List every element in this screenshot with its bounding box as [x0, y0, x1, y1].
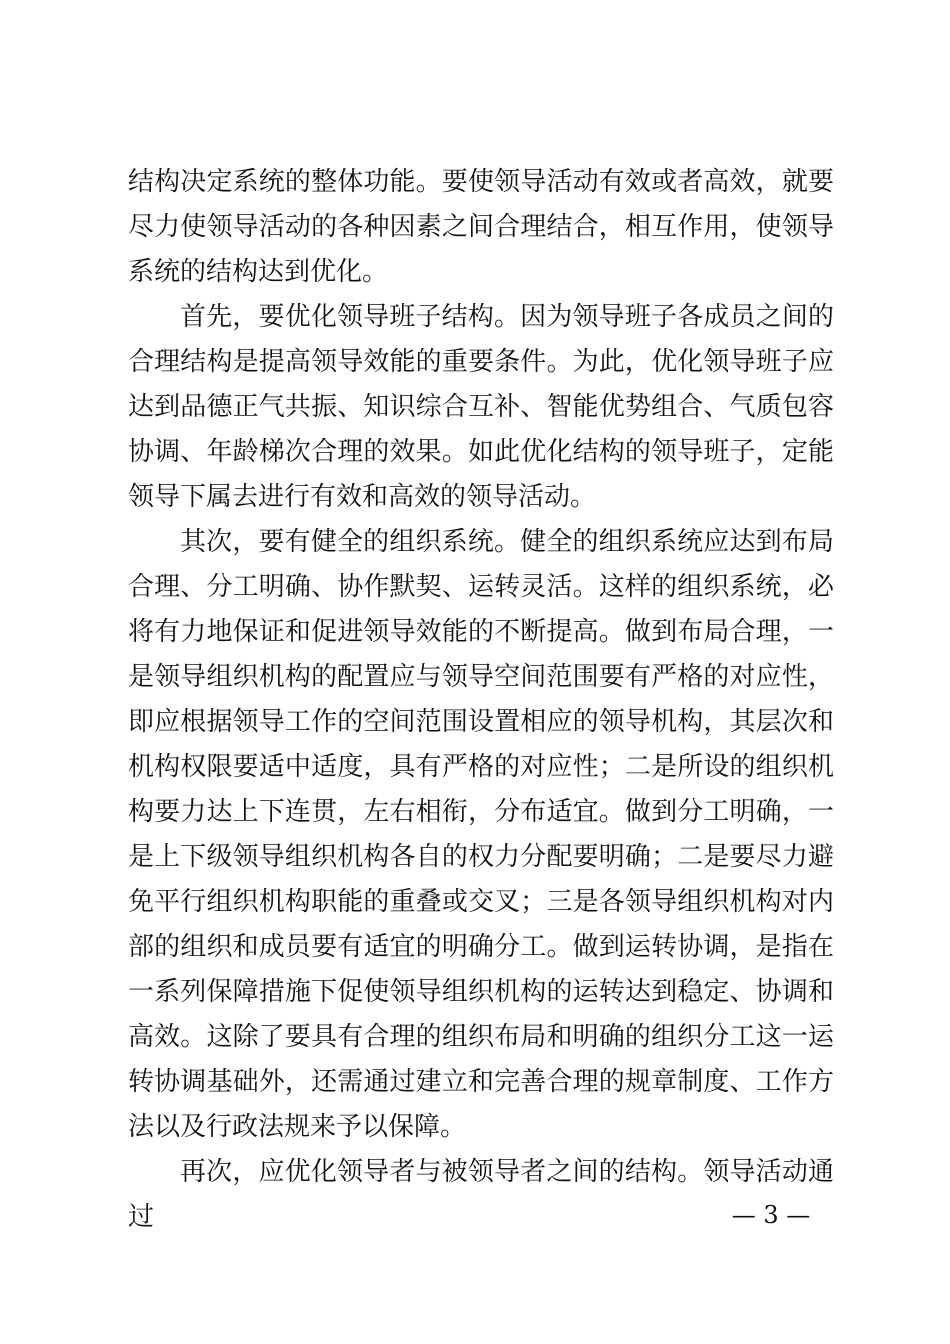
document-body — [128, 160, 834, 1240]
paragraph-4: 再次，应优化领导者与被领导者之间的结构。领导活动通过 — [128, 1157, 834, 1232]
paragraph-3: 其次，要有健全的组织系统。健全的组织系统应达到布局合理、分工明确、协作默契、运转灵活。这样的组织系统，必将有力地保证和促进领导效能的不断提高。做到布局合理，一是领导组织机构的配置应与领导空间范围要有严格的对应性，即应根据领导工作的空间范围设置相应的领导机构，其层次和机构权限要适中适度，具有严格的对应性；二是所设的组织机构要力达上下连贯，左右相衔，分布适宜。做到分工明确，一是上下级领导组织机构各自的权力分配要明确；二是要尽力避免平行组织机构职能的重叠或交叉；三是各领导组织机构对内部的组织和成员要有适宜的明确分工。做到运转协调，是指在一系列保障措施下促使领导组织机构的运转达到稳定、协调和高效。这除了要具有合理的组织布局和明确的组织分工这一运转协调基础外，还需通过建立和完善合理的规章制度、工作方法以及行政法规来予以保障。 — [128, 527, 834, 1142]
paragraph-2: 首先，要优化领导班子结构。因为领导班子各成员之间的合理结构是提高领导效能的重要条件。为此，优化领导班子应达到品德正气共振、知识综合互补、智能优势组合、气质包容协调、年龄梯次合理的效果。如此优化结构的领导班子，定能领导下属去进行有效和高效的领导活动。 — [128, 302, 834, 512]
page-number: — 3 — — [731, 1201, 811, 1229]
paragraph-1: 结构决定系统的整体功能。要使领导活动有效或者高效，就要尽力使领导活动的各种因素之间合理结合，相互作用，使领导系统的结构达到优化。 — [128, 167, 834, 287]
